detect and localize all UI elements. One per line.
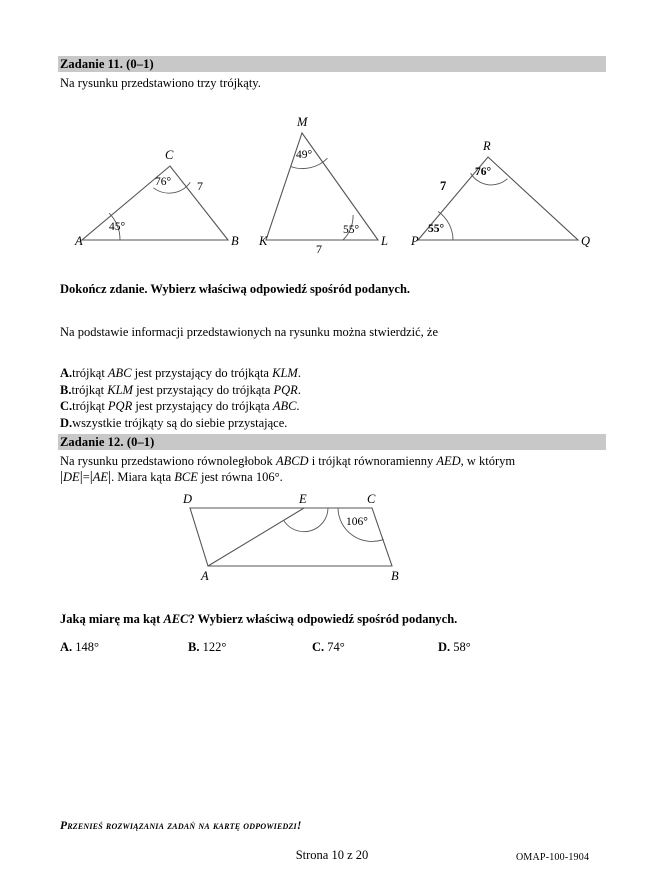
triangle-pqr xyxy=(410,139,590,248)
option-text-3: . xyxy=(296,399,300,413)
triangle-pqr-angle-p: 55° xyxy=(428,223,445,235)
triangle-klm-label-l: L xyxy=(381,234,388,248)
task-12-option-b[interactable] xyxy=(188,640,226,655)
abs-bar-open-2: | xyxy=(89,469,93,485)
question-text-a: Jaką miarę ma kąt xyxy=(60,612,164,626)
triangle-klm-angle-l: 55° xyxy=(343,224,360,236)
task-11-intro: Na rysunku przedstawiono trzy trójkąty. xyxy=(60,76,261,90)
abs-bar-close-1: | xyxy=(79,469,83,485)
option-letter: A. xyxy=(60,366,73,380)
task-12-intro-line-1 xyxy=(60,453,608,469)
angle-arc-aec xyxy=(284,508,328,532)
option-math: PQR xyxy=(107,399,133,413)
triangle-abc-angle-a: 45° xyxy=(109,221,126,233)
parallelogram-abcd xyxy=(182,492,399,583)
task-12-option-d[interactable] xyxy=(438,640,471,655)
intro-math-aed: AED xyxy=(436,454,461,468)
option-text-2: jest przystający do trójkąta xyxy=(131,366,273,380)
question-text-b: ? Wybierz właściwą odpowiedź spośród podanych. xyxy=(188,612,458,626)
task-11-option-a[interactable] xyxy=(60,365,301,382)
task-11-option-b[interactable] xyxy=(60,382,301,399)
triangle-pqr-label-q: Q xyxy=(581,234,591,248)
intro-math-de: DE xyxy=(63,470,80,484)
option-text: trójkąt xyxy=(71,382,108,397)
option-text-2: jest przystający do trójkąta xyxy=(132,382,274,397)
option-value: 148° xyxy=(75,640,100,654)
option-letter: C. xyxy=(312,640,325,654)
triangle-abc-label-c: C xyxy=(165,148,174,162)
task-12-header: Zadanie 12. (0–1) xyxy=(58,434,606,450)
task-11-instruction: Dokończ zdanie. Wybierz właściwą odpowiedź spośród podanych. xyxy=(60,282,411,296)
triangle-klm-angle-m: 49° xyxy=(296,149,313,161)
option-value: 58° xyxy=(453,640,471,654)
option-letter: D. xyxy=(60,415,73,430)
parallelogram-label-e: E xyxy=(299,492,307,506)
option-math-2: ABC xyxy=(272,399,297,413)
option-math: KLM xyxy=(107,382,133,397)
option-letter: C. xyxy=(60,399,73,413)
triangle-pqr-side-pr: 7 xyxy=(440,179,447,193)
task-12-option-c[interactable] xyxy=(312,640,345,655)
triangle-abc xyxy=(74,148,239,248)
task-12-figure xyxy=(170,492,420,589)
option-text: wszystkie trójkąty są do siebie przystające. xyxy=(72,415,288,430)
triangle-abc-label-b: B xyxy=(231,234,239,248)
intro-equals: = xyxy=(82,470,90,484)
abs-bar-close-2: | xyxy=(108,469,112,485)
intro-math-abcd: ABCD xyxy=(275,454,309,468)
page-number: Strona 10 z 20 xyxy=(295,848,369,862)
option-letter: D. xyxy=(438,640,451,654)
parallelogram-label-a: A xyxy=(201,569,209,583)
triangle-pqr-label-r: R xyxy=(483,139,491,153)
angle-label-bce: 106° xyxy=(346,516,368,528)
triangle-klm-outline xyxy=(266,133,378,240)
triangle-abc-side-cb: 7 xyxy=(197,179,203,193)
option-text-3: . xyxy=(297,366,301,380)
triangle-klm xyxy=(258,115,388,255)
option-math-2: PQR xyxy=(273,382,298,397)
parallelogram-label-b: B xyxy=(391,569,399,583)
triangle-klm-side-kl: 7 xyxy=(316,242,322,255)
parallelogram-label-d: D xyxy=(183,492,193,506)
parallelogram-label-c: C xyxy=(367,492,376,506)
option-value: 122° xyxy=(202,640,227,654)
option-math: ABC xyxy=(107,366,132,380)
task-12-question xyxy=(60,611,608,627)
intro-math-bce: BCE xyxy=(174,470,198,484)
option-text: trójkąt xyxy=(72,399,108,413)
triangle-abc-label-a: A xyxy=(75,234,83,248)
task-11-option-d[interactable] xyxy=(60,415,301,432)
task-11-stem: Na podstawie informacji przedstawionych na rysunku można stwierdzić, że xyxy=(60,325,438,339)
intro-text-b: i trójkąt równoramienny xyxy=(308,454,437,468)
task-11-figure xyxy=(58,105,606,260)
triangle-pqr-label-p: P xyxy=(411,234,419,248)
intro-math-ae: AE xyxy=(92,470,109,484)
task-12-intro-line-2 xyxy=(60,469,608,485)
intro-text-a: Na rysunku przedstawiono równoległobok xyxy=(60,454,276,468)
task-12-option-a[interactable] xyxy=(60,640,99,655)
document-code: OMAP-100-1904 xyxy=(516,852,590,863)
option-value: 74° xyxy=(327,640,345,654)
option-math-2: KLM xyxy=(272,366,298,380)
intro-text-tail: . Miara kąta xyxy=(111,470,175,484)
task-12-options xyxy=(60,640,560,658)
task-11-options xyxy=(60,365,301,431)
triangle-abc-angle-c: 76° xyxy=(155,176,172,188)
option-text-3: . xyxy=(297,382,301,397)
task-11-header: Zadanie 11. (0–1) xyxy=(58,56,606,72)
triangle-pqr-angle-r: 76° xyxy=(475,166,492,178)
option-text-2: jest przystający do trójkąta xyxy=(132,399,273,413)
intro-text-tail-2: jest równa 106°. xyxy=(197,470,283,484)
task-11-option-c[interactable] xyxy=(60,398,301,415)
option-text: trójkąt xyxy=(72,366,108,380)
option-letter: B. xyxy=(60,382,72,397)
transfer-answers-note: Przenieś rozwiązania zadań na kartę odpowiedzi! xyxy=(60,820,302,832)
option-letter: A. xyxy=(60,640,73,654)
triangle-klm-label-m: M xyxy=(297,115,308,129)
option-letter: B. xyxy=(188,640,200,654)
abs-bar-open-1: | xyxy=(60,469,64,485)
intro-text-c: , w którym xyxy=(460,454,516,468)
question-math-aec: AEC xyxy=(163,612,189,626)
triangle-klm-label-k: K xyxy=(259,234,268,248)
segment-ae xyxy=(208,508,304,566)
